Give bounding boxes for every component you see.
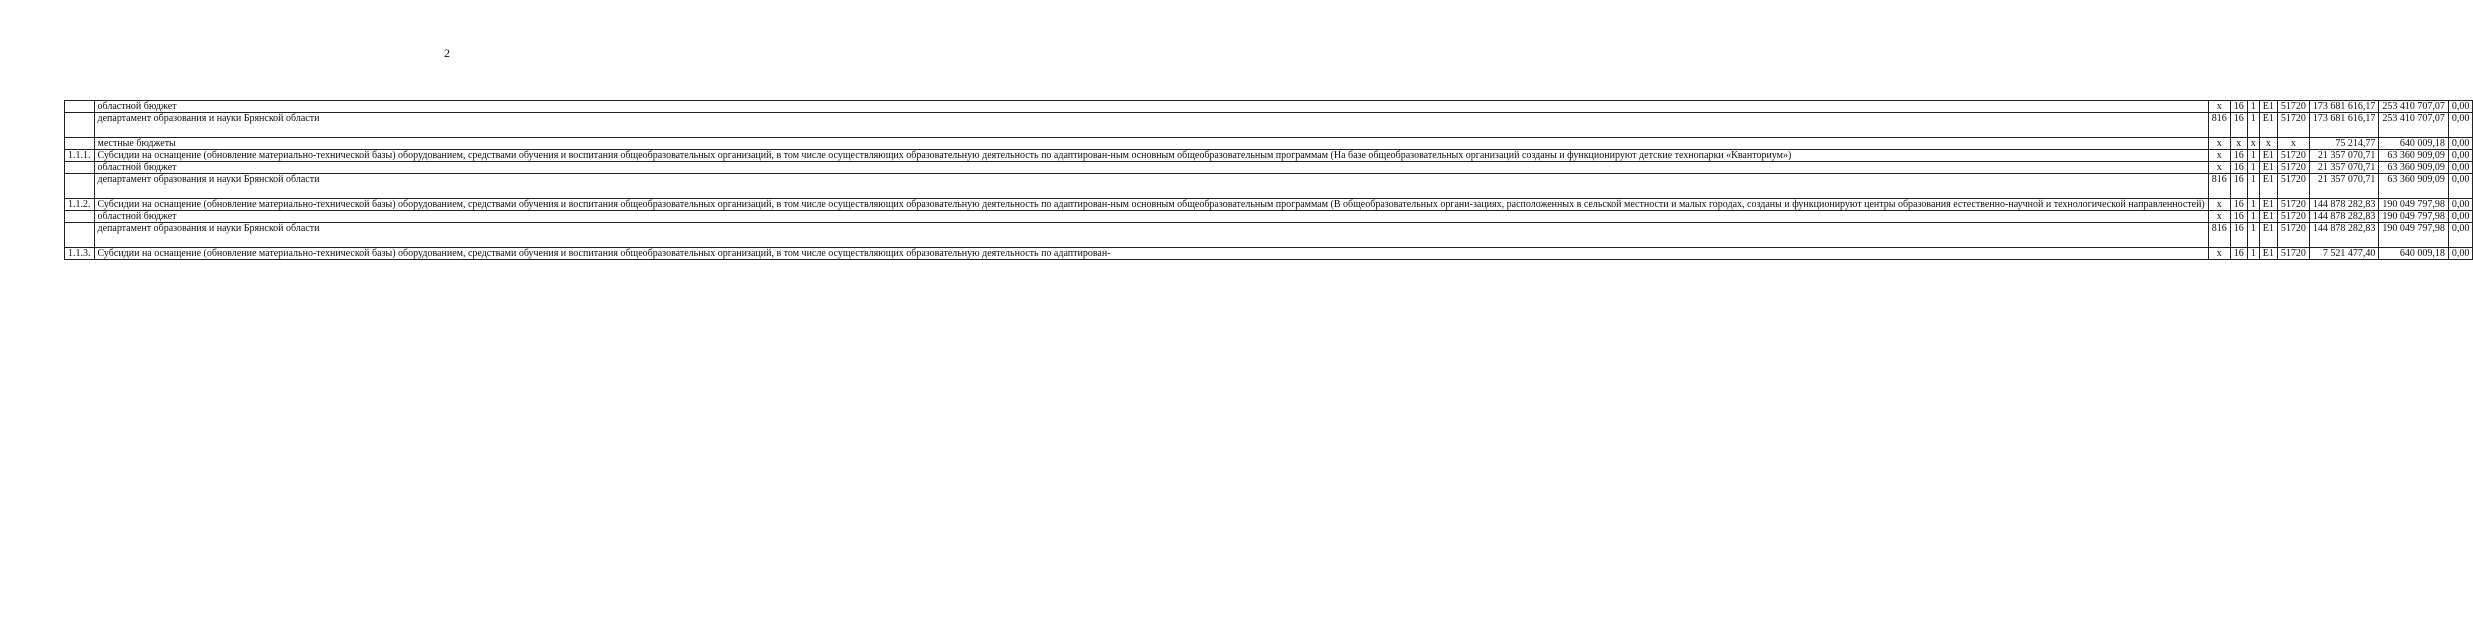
row-name: Субсидии на оснащение (обновление материально-технической базы) оборудованием, средствами обучения и воспитания общеобразовательных организаций, в том числе осуществляющих образовательную деятельность по адаптирован- (94, 248, 2208, 260)
cell-value-2: 253 410 707,07 (2379, 101, 2449, 113)
cell-value-1: 21 357 070,71 (2309, 162, 2379, 174)
table-row (65, 138, 2473, 150)
cell-project: E1 (2259, 174, 2277, 199)
cell-subsection: 1 (2247, 113, 2259, 138)
cell-value-3: 0,00 (2448, 223, 2473, 248)
table-row (65, 248, 2473, 260)
cell-value-3: 0,00 (2448, 211, 2473, 223)
table-row (65, 101, 2473, 113)
cell-subsection: 1 (2247, 174, 2259, 199)
cell-value-1: 144 878 282,83 (2309, 211, 2379, 223)
cell-project: E1 (2259, 113, 2277, 138)
cell-section: 16 (2230, 211, 2247, 223)
cell-admin-code: 816 (2208, 174, 2230, 199)
cell-expense-code: 51720 (2277, 223, 2309, 248)
cell-expense-code: х (2277, 138, 2309, 150)
cell-value-1: 7 521 477,40 (2309, 248, 2379, 260)
row-name: Субсидии на оснащение (обновление материально-технической базы) оборудованием, средствами обучения и воспитания общеобразовательных организаций, в том числе осуществляющих образовательную деятельность по адаптирован-ным основным общеобразовательным программам (В общеобразовательных органи-зациях, расположенных в сельской местности и малых городах, созданы и функционируют центры образования естественно-научной и технологической направленностей) (94, 199, 2208, 211)
cell-value-2: 63 360 909,09 (2379, 174, 2449, 199)
row-number (65, 113, 95, 138)
cell-expense-code: 51720 (2277, 162, 2309, 174)
cell-value-1: 75 214,77 (2309, 138, 2379, 150)
cell-expense-code: 51720 (2277, 211, 2309, 223)
row-number (65, 138, 95, 150)
cell-admin-code: х (2208, 211, 2230, 223)
cell-value-1: 173 681 616,17 (2309, 101, 2379, 113)
cell-value-2: 190 049 797,98 (2379, 199, 2449, 211)
cell-expense-code: 51720 (2277, 174, 2309, 199)
row-name: департамент образования и науки Брянской области (94, 223, 2208, 248)
table-row (65, 174, 2473, 199)
row-name: департамент образования и науки Брянской области (94, 113, 2208, 138)
cell-section: 16 (2230, 248, 2247, 260)
cell-value-3: 0,00 (2448, 138, 2473, 150)
row-name: областной бюджет (94, 211, 2208, 223)
cell-project: E1 (2259, 101, 2277, 113)
cell-admin-code: 816 (2208, 113, 2230, 138)
cell-subsection: 1 (2247, 150, 2259, 162)
page-number: 2 (444, 46, 450, 60)
cell-project: E1 (2259, 199, 2277, 211)
table-row (65, 223, 2473, 248)
row-number (65, 174, 95, 199)
cell-section: 16 (2230, 174, 2247, 199)
row-name: местные бюджеты (94, 138, 2208, 150)
row-name: департамент образования и науки Брянской области (94, 174, 2208, 199)
cell-value-3: 0,00 (2448, 162, 2473, 174)
cell-value-3: 0,00 (2448, 248, 2473, 260)
cell-section: 16 (2230, 101, 2247, 113)
cell-value-2: 253 410 707,07 (2379, 113, 2449, 138)
row-name: областной бюджет (94, 101, 2208, 113)
cell-section: 16 (2230, 113, 2247, 138)
cell-value-2: 63 360 909,09 (2379, 150, 2449, 162)
cell-section: 16 (2230, 223, 2247, 248)
cell-expense-code: 51720 (2277, 150, 2309, 162)
cell-project: E1 (2259, 162, 2277, 174)
row-number (65, 211, 95, 223)
cell-value-1: 144 878 282,83 (2309, 223, 2379, 248)
cell-expense-code: 51720 (2277, 199, 2309, 211)
cell-admin-code: х (2208, 162, 2230, 174)
row-number: 1.1.2. (65, 199, 95, 211)
cell-value-2: 640 009,18 (2379, 248, 2449, 260)
cell-value-3: 0,00 (2448, 113, 2473, 138)
cell-section: 16 (2230, 199, 2247, 211)
cell-value-3: 0,00 (2448, 101, 2473, 113)
cell-expense-code: 51720 (2277, 248, 2309, 260)
cell-value-1: 21 357 070,71 (2309, 174, 2379, 199)
cell-admin-code: 816 (2208, 223, 2230, 248)
cell-project: E1 (2259, 150, 2277, 162)
cell-section: 16 (2230, 150, 2247, 162)
cell-admin-code: х (2208, 199, 2230, 211)
cell-admin-code: х (2208, 101, 2230, 113)
table-row (65, 199, 2473, 211)
cell-value-3: 0,00 (2448, 199, 2473, 211)
cell-value-3: 0,00 (2448, 174, 2473, 199)
row-number: 1.1.3. (65, 248, 95, 260)
cell-admin-code: х (2208, 248, 2230, 260)
cell-project: E1 (2259, 223, 2277, 248)
cell-value-2: 63 360 909,09 (2379, 162, 2449, 174)
cell-subsection: 1 (2247, 248, 2259, 260)
budget-table (64, 100, 2473, 260)
row-number: 1.1.1. (65, 150, 95, 162)
cell-project: E1 (2259, 211, 2277, 223)
cell-subsection: 1 (2247, 223, 2259, 248)
cell-subsection: 1 (2247, 162, 2259, 174)
cell-section: х (2230, 138, 2247, 150)
row-number (65, 101, 95, 113)
cell-project: х (2259, 138, 2277, 150)
cell-expense-code: 51720 (2277, 113, 2309, 138)
cell-section: 16 (2230, 162, 2247, 174)
cell-admin-code: х (2208, 150, 2230, 162)
row-name: областной бюджет (94, 162, 2208, 174)
row-name: Субсидии на оснащение (обновление материально-технической базы) оборудованием, средствами обучения и воспитания общеобразовательных организаций, в том числе осуществляющих образовательную деятельность по адаптирован-ным основным общеобразовательным программам (На базе общеобразовательных организаций созданы и функционируют детские технопарки «Кванториум») (94, 150, 2208, 162)
row-number (65, 162, 95, 174)
cell-value-1: 173 681 616,17 (2309, 113, 2379, 138)
table-row (65, 150, 2473, 162)
cell-value-3: 0,00 (2448, 150, 2473, 162)
table-row (65, 211, 2473, 223)
cell-expense-code: 51720 (2277, 101, 2309, 113)
cell-value-1: 21 357 070,71 (2309, 150, 2379, 162)
cell-project: E1 (2259, 248, 2277, 260)
cell-value-2: 640 009,18 (2379, 138, 2449, 150)
cell-subsection: 1 (2247, 199, 2259, 211)
cell-value-2: 190 049 797,98 (2379, 223, 2449, 248)
cell-value-2: 190 049 797,98 (2379, 211, 2449, 223)
cell-value-1: 144 878 282,83 (2309, 199, 2379, 211)
table-row (65, 162, 2473, 174)
cell-subsection: х (2247, 138, 2259, 150)
cell-subsection: 1 (2247, 211, 2259, 223)
table-row (65, 113, 2473, 138)
cell-admin-code: х (2208, 138, 2230, 150)
row-number (65, 223, 95, 248)
cell-subsection: 1 (2247, 101, 2259, 113)
